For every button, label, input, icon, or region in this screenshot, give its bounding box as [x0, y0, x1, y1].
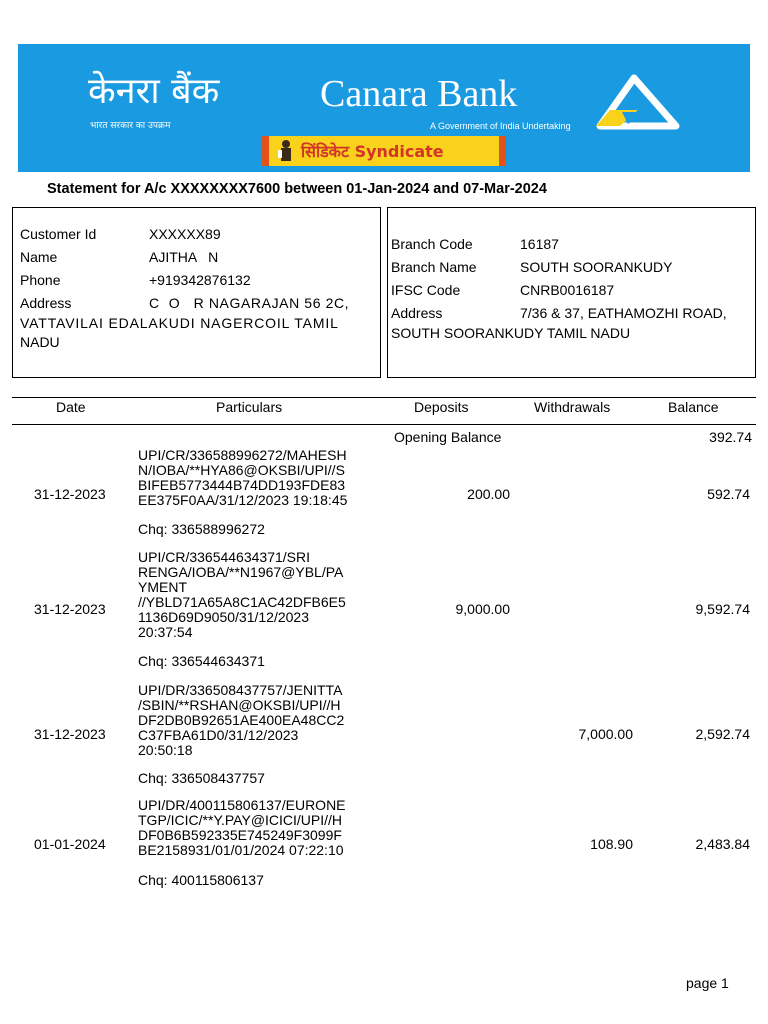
- branch-address-label: Address: [391, 305, 443, 321]
- branch-address-line2: SOUTH SOORANKUDY TAMIL NADU: [391, 325, 631, 341]
- bank-header-banner: [18, 44, 750, 172]
- customer-id-label: Customer Id: [20, 226, 97, 242]
- row-withdrawal: 108.90: [590, 836, 633, 852]
- opening-balance-label: Opening Balance: [394, 429, 502, 445]
- row-cheque-number: Chq: 336588996272: [138, 521, 265, 537]
- phone-value: +919342876132: [149, 272, 251, 288]
- row-deposit: 200.00: [467, 486, 510, 502]
- row-cheque-number: Chq: 336544634371: [138, 653, 265, 669]
- branch-name-label: Branch Name: [391, 259, 477, 275]
- bank-tagline-english: A Government of India Undertaking: [430, 121, 571, 131]
- statement-title: Statement for A/c XXXXXXXX7600 between 01-Jan-2024 and 07-Mar-2024: [47, 181, 547, 197]
- column-header-particulars: Particulars: [216, 399, 283, 415]
- address-line3: NADU: [20, 334, 60, 350]
- row-balance: 592.74: [707, 486, 750, 502]
- name-label: Name: [20, 249, 58, 265]
- canara-logo-icon: [592, 74, 682, 136]
- branch-name-value: SOUTH SOORANKUDY: [520, 259, 673, 275]
- address-label: Address: [20, 295, 72, 311]
- column-header-deposits: Deposits: [414, 399, 469, 415]
- row-particulars: UPI/CR/336544634371/SRI RENGA/IOBA/**N1967@YBL/PA YMENT //YBLD71A65A8C1AC42DFB6E5 1136D69D9050/31/12/2023 20:37:54: [138, 549, 346, 640]
- table-header-bottom-rule: [12, 424, 756, 425]
- branch-code-value: 16187: [520, 236, 559, 252]
- row-cheque-number: Chq: 336508437757: [138, 770, 265, 786]
- row-deposit: 9,000.00: [455, 601, 510, 617]
- branch-code-label: Branch Code: [391, 236, 473, 252]
- row-balance: 2,483.84: [695, 836, 750, 852]
- column-header-balance: Balance: [668, 399, 719, 415]
- bank-name-english: Canara Bank: [320, 73, 518, 115]
- address-line1: C O R NAGARAJAN 56 2C,: [149, 295, 350, 311]
- syndicate-logo-text: सिंडिकेट Syndicate: [301, 142, 444, 161]
- table-header-top-rule: [12, 397, 756, 398]
- address-line2: VATTAVILAI EDALAKUDI NAGERCOIL TAMIL: [20, 315, 339, 331]
- ifsc-value: CNRB0016187: [520, 282, 615, 298]
- row-particulars: UPI/DR/336508437757/JENITTA /SBIN/**RSHAN@OKSBI/UPI//H DF2DB0B92651AE400EA48CC2 C37FBA61D0/31/12/2023 20:50:18: [138, 682, 345, 758]
- customer-info-box: [12, 207, 381, 378]
- ifsc-label: IFSC Code: [391, 282, 461, 298]
- row-balance: 2,592.74: [695, 726, 750, 742]
- row-withdrawal: 7,000.00: [578, 726, 633, 742]
- bank-name-hindi: केनरा बैंक: [88, 71, 220, 112]
- row-date: 01-01-2024: [34, 836, 106, 852]
- row-particulars: UPI/DR/400115806137/EURONE TGP/ICIC/**Y.PAY@ICICI/UPI//H DF0B6B592335E745249F3099F BE2158931/01/01/2024 07:22:10: [138, 797, 346, 858]
- row-date: 31-12-2023: [34, 726, 106, 742]
- page-number: page 1: [686, 975, 729, 991]
- phone-label: Phone: [20, 272, 61, 288]
- row-particulars: UPI/CR/336588996272/MAHESH N/IOBA/**HYA86@OKSBI/UPI//S BIFEB5773444B74DD193FDE83 EE375F0AA/31/12/2023 19:18:45: [138, 447, 348, 508]
- bank-tagline-hindi: भारत सरकार का उपक्रम: [90, 121, 171, 131]
- name-value: AJITHA N: [149, 249, 219, 265]
- syndicate-logo-strip: [262, 136, 506, 166]
- column-header-withdrawals: Withdrawals: [534, 399, 611, 415]
- row-cheque-number: Chq: 400115806137: [138, 872, 264, 888]
- row-date: 31-12-2023: [34, 486, 106, 502]
- customer-id-value: XXXXXX89: [149, 226, 221, 242]
- row-date: 31-12-2023: [34, 601, 106, 617]
- row-balance: 9,592.74: [695, 601, 750, 617]
- syndicate-emblem-icon: [275, 139, 297, 163]
- opening-balance-value: 392.74: [709, 429, 752, 445]
- branch-address-line1: 7/36 & 37, EATHAMOZHI ROAD,: [520, 305, 727, 321]
- column-header-date: Date: [56, 399, 86, 415]
- branch-info-box: [387, 207, 756, 378]
